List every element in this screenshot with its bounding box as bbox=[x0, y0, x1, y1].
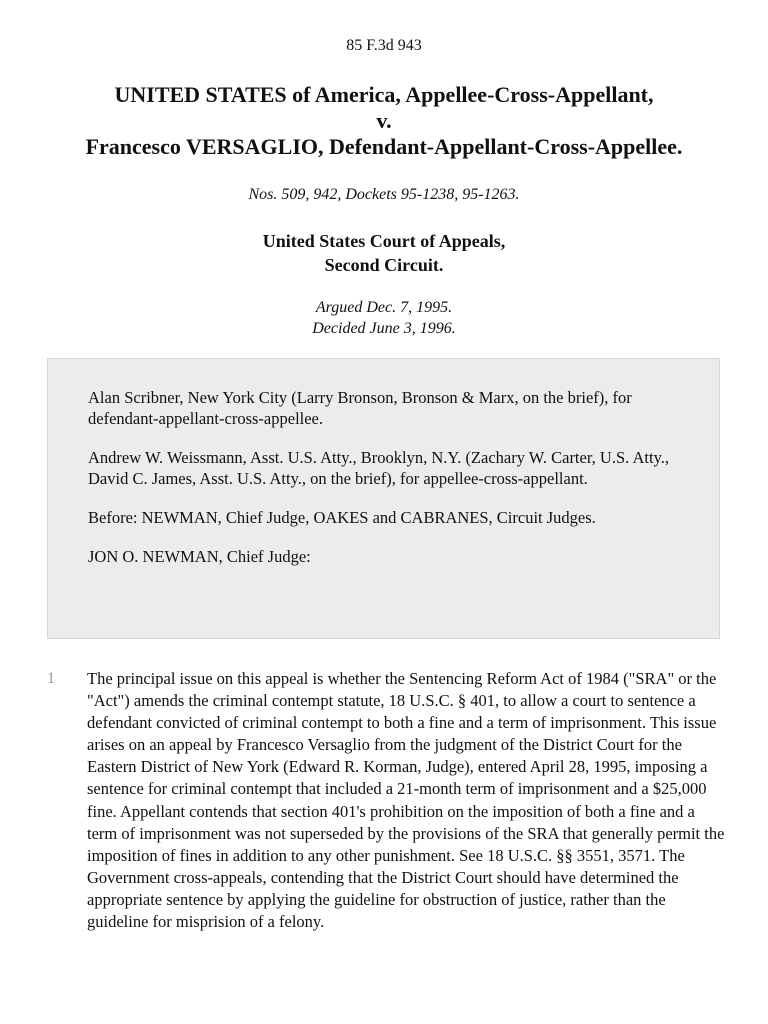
case-dates bbox=[0, 297, 768, 339]
case-citation: 85 F.3d 943 bbox=[346, 37, 422, 54]
appellee-counsel: Andrew W. Weissmann, Asst. U.S. Atty., Brooklyn, N.Y. (Zachary W. Carter, U.S. Atty., David C. James, Asst. U.S. Atty., on the brief), for appellee-cross-appellant. bbox=[88, 448, 669, 488]
appellant-counsel: Alan Scribner, New York City (Larry Bronson, Bronson & Marx, on the brief), for defendant-appellant-cross-appellee. bbox=[88, 388, 632, 428]
argued-date: Argued Dec. 7, 1995. bbox=[315, 299, 453, 316]
court-name bbox=[0, 229, 768, 277]
decided-date: Decided June 3, 1996. bbox=[312, 320, 456, 337]
case-title-appellee: UNITED STATES of America, Appellee-Cross-Appellant, bbox=[114, 82, 654, 107]
counsel-box bbox=[47, 358, 720, 639]
court-name-line1: United States Court of Appeals, bbox=[262, 231, 506, 251]
paragraph-number: 1 bbox=[47, 670, 55, 687]
case-title-appellant: Francesco VERSAGLIO, Defendant-Appellant-Cross-Appellee. bbox=[85, 134, 683, 159]
opinion-author: JON O. NEWMAN, Chief Judge: bbox=[88, 547, 311, 566]
case-title-versus: v. bbox=[376, 108, 392, 133]
court-name-line2: Second Circuit. bbox=[324, 255, 444, 275]
paragraph-text: The principal issue on this appeal is whether the Sentencing Reform Act of 1984 ("SRA" or the "Act") amends the criminal contempt statute, 18 U.S.C. § 401, to allow a court to sentence a defendant convicted of criminal contempt to both a fine and a term of imprisonment. This issue arises on an appeal by Francesco Versaglio from the judgment of the District Court for the Eastern District of New York (Edward R. Korman, Judge), entered April 28, 1995, imposing a sentence for criminal contempt that included a 21-month term of imprisonment and a $25,000 fine. Appellant contends that section 401's prohibition on the imposition of both a fine and a term of imprisonment was not superseded by the provisions of the SRA that generally permit the imposition of fines in addition to any other punishment. See 18 U.S.C. §§ 3551, 3571. The Government cross-appeals, contending that the District Court should have determined the appropriate sentence by applying the guideline for obstruction of justice, rather than the guideline for misprision of a felony. bbox=[87, 669, 725, 932]
panel-judges: Before: NEWMAN, Chief Judge, OAKES and CABRANES, Circuit Judges. bbox=[88, 508, 596, 527]
docket-numbers: Nos. 509, 942, Dockets 95-1238, 95-1263. bbox=[248, 186, 520, 203]
case-title bbox=[0, 82, 768, 160]
